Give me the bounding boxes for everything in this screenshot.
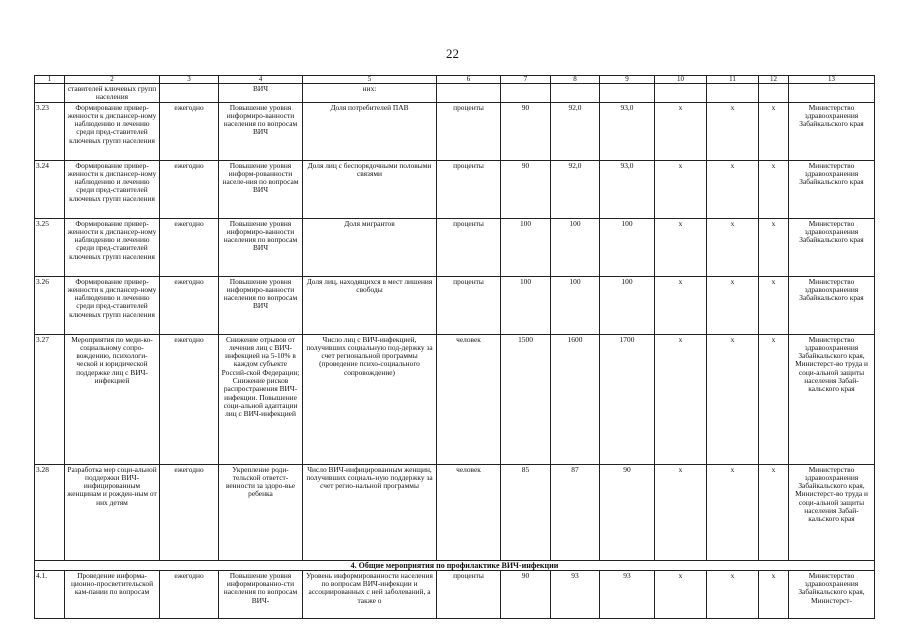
cell-col-4: Повышение уровня информированно-сти населения по вопросам ВИЧ- [219, 570, 303, 618]
cell-col-12: х [759, 102, 789, 160]
cell-col-7: 7 [501, 76, 551, 84]
cell-col-5: Доля лиц, находящихся в мест лишения свободы [303, 276, 437, 334]
cell-col-9: 9 [600, 76, 655, 84]
cell-col-13 [789, 84, 875, 103]
cell-col-1: 3.23 [35, 102, 65, 160]
cell-col-7: 90 [501, 102, 551, 160]
cell-col-13: Министерство здравоохранения Забайкальского края [789, 276, 875, 334]
cell-col-3: ежегодно [160, 218, 219, 276]
cell-col-9: 93,0 [600, 102, 655, 160]
cell-col-8: 1600 [551, 334, 600, 464]
cell-col-13: Министерство здравоохранения Забайкальского края, Министерст-во труда и соци-альной защиты населения Забай-кальского края [789, 334, 875, 464]
cell-col-1: 3.24 [35, 160, 65, 218]
cell-col-7: 100 [501, 276, 551, 334]
cell-col-13: Министерство здравоохранения Забайкальского края [789, 160, 875, 218]
cell-col-11: х [707, 570, 759, 618]
cell-col-1 [35, 84, 65, 103]
cell-col-6: проценты [437, 160, 501, 218]
cell-col-7: 90 [501, 570, 551, 618]
cell-col-11: х [707, 160, 759, 218]
cell-col-11: х [707, 464, 759, 560]
header-row [35, 76, 875, 84]
cell-col-2: 2 [65, 76, 160, 84]
cell-col-4: ВИЧ [219, 84, 303, 103]
cell-col-4: Повышение уровня информиро-ванности населения по вопросам ВИЧ [219, 102, 303, 160]
cell-col-6: проценты [437, 276, 501, 334]
cell-col-7 [501, 84, 551, 103]
cell-col-11: х [707, 334, 759, 464]
cell-col-8: 100 [551, 276, 600, 334]
cell-col-12: х [759, 570, 789, 618]
cell-col-6: проценты [437, 218, 501, 276]
cell-col-9: 93,0 [600, 160, 655, 218]
table-row [35, 464, 875, 560]
measures-table [34, 75, 875, 619]
cell-col-10: х [655, 276, 707, 334]
cell-col-10: х [655, 464, 707, 560]
cell-col-8: 92,0 [551, 102, 600, 160]
cell-col-2: Формирование привер-женности к диспансер-ному наблюдению и лечению среди пред-ставителей ключевых групп населения [65, 160, 160, 218]
cell-col-3: ежегодно [160, 102, 219, 160]
cell-col-1: 3.25 [35, 218, 65, 276]
table-row [35, 276, 875, 334]
cell-col-1: 3.27 [35, 334, 65, 464]
cell-col-13: Министерство здравоохранения Забайкальского края, Министерст- [789, 570, 875, 618]
cell-col-3: 3 [160, 76, 219, 84]
cell-col-8: 93 [551, 570, 600, 618]
cell-col-2: ставителей ключевых групп населения [65, 84, 160, 103]
cell-col-8: 8 [551, 76, 600, 84]
table-row [35, 218, 875, 276]
cell-col-11: х [707, 218, 759, 276]
cell-col-3: ежегодно [160, 276, 219, 334]
cell-col-4: Укрепление роди-тельской ответст-венности за здоро-вье ребенка [219, 464, 303, 560]
cell-col-4: Повышение уровня информиро-ванности населения по вопросам ВИЧ [219, 218, 303, 276]
cell-col-2: Разработка мер соци-альной поддержки ВИЧ-инфицированным женщинам и рожден-ным от них детям [65, 464, 160, 560]
cell-col-3: ежегодно [160, 160, 219, 218]
cell-col-5: Число лиц с ВИЧ-инфекцией, получивших социальную под-держку за счет региональной программы (проведение психо-социального сопровождение) [303, 334, 437, 464]
page-number: 22 [446, 46, 459, 61]
cell-col-6: человек [437, 464, 501, 560]
cell-col-7: 85 [501, 464, 551, 560]
cell-col-12: х [759, 276, 789, 334]
cell-col-11: 11 [707, 76, 759, 84]
cell-col-6: человек [437, 334, 501, 464]
cell-col-6: проценты [437, 570, 501, 618]
section-title: 4. Общие мероприятия по профилактике ВИЧ-инфекции [35, 560, 875, 570]
cell-col-12: х [759, 218, 789, 276]
cell-col-9: 90 [600, 464, 655, 560]
cell-col-2: Формирование привер-женности к диспансер-ному наблюдению и лечению среди пред-ставителей ключевых групп населения [65, 218, 160, 276]
cell-col-10: 10 [655, 76, 707, 84]
cell-col-5: Уровень информированности населения по вопросам ВИЧ-инфекции и ассоциированных с ней заболеваний, а также о [303, 570, 437, 618]
cell-col-1: 3.28 [35, 464, 65, 560]
cell-col-8: 92,0 [551, 160, 600, 218]
cell-col-1: 1 [35, 76, 65, 84]
continuation-row [35, 84, 875, 103]
cell-col-3: ежегодно [160, 570, 219, 618]
cell-col-9: 100 [600, 218, 655, 276]
cell-col-11 [707, 84, 759, 103]
cell-col-8: 100 [551, 218, 600, 276]
cell-col-10: х [655, 102, 707, 160]
cell-col-5: Число ВИЧ-инфицированным женщин, получивших социаль-ную поддержку за счет регио-нальной программы [303, 464, 437, 560]
cell-col-7: 1500 [501, 334, 551, 464]
cell-col-12: х [759, 464, 789, 560]
cell-col-2: Мероприятия по меди-ко-социальному сопро-вождению, психологи-ческой и юридической поддержке лиц с ВИЧ-инфекцией [65, 334, 160, 464]
cell-col-12 [759, 84, 789, 103]
cell-col-13: Министерство здравоохранения Забайкальского края [789, 218, 875, 276]
table-body [35, 76, 875, 619]
cell-col-10: х [655, 570, 707, 618]
cell-col-8 [551, 84, 600, 103]
cell-col-13: 13 [789, 76, 875, 84]
cell-col-10 [655, 84, 707, 103]
cell-col-11: х [707, 102, 759, 160]
cell-col-9 [600, 84, 655, 103]
cell-col-10: х [655, 334, 707, 464]
table-row [35, 102, 875, 160]
cell-col-5: Доля мигрантов [303, 218, 437, 276]
cell-col-2: Формирование привер-женности к диспансер-ному наблюдению и лечению среди пред-ставителей ключевых групп населения [65, 276, 160, 334]
cell-col-12: х [759, 334, 789, 464]
cell-col-1: 3.26 [35, 276, 65, 334]
cell-col-5: Доля потребителей ПАВ [303, 102, 437, 160]
cell-col-13: Министерство здравоохранения Забайкальского края [789, 102, 875, 160]
cell-col-4: 4 [219, 76, 303, 84]
cell-col-12: х [759, 160, 789, 218]
cell-col-2: Формирование привер-женности к диспансер-ному наблюдению и лечению среди пред-ставителей ключевых групп населения [65, 102, 160, 160]
cell-col-7: 100 [501, 218, 551, 276]
cell-col-7: 90 [501, 160, 551, 218]
cell-col-4: Повышение уровня информиро-ванности населения по вопросам ВИЧ [219, 276, 303, 334]
cell-col-13: Министерство здравоохранения Забайкальского края, Министерст-во труда и соци-альной защиты населения Забай-кальского края [789, 464, 875, 560]
cell-col-10: х [655, 218, 707, 276]
cell-col-10: х [655, 160, 707, 218]
cell-col-4: Повышение уровня информ-рованности населе-ния по вопросам ВИЧ [219, 160, 303, 218]
table-row [35, 570, 875, 618]
cell-col-3: ежегодно [160, 464, 219, 560]
cell-col-4: Снижение отрывов от лечения лиц с ВИЧ-инфекцией на 5-10% в каждом субъекте Россий-ской Федерации; Снижение рисков распространения ВИЧ-инфекции. Повышение соци-альной адаптации лиц с ВИЧ-инфекцией [219, 334, 303, 464]
table-row [35, 160, 875, 218]
cell-col-2: Проведение информа-ционно-просветительской кам-пании по вопросам [65, 570, 160, 618]
cell-col-9: 1700 [600, 334, 655, 464]
table-row [35, 334, 875, 464]
cell-col-11: х [707, 276, 759, 334]
cell-col-3 [160, 84, 219, 103]
cell-col-5: Доля лиц с беспорядочными половыми связями [303, 160, 437, 218]
cell-col-1: 4.1. [35, 570, 65, 618]
section-row [35, 560, 875, 570]
cell-col-8: 87 [551, 464, 600, 560]
cell-col-3: ежегодно [160, 334, 219, 464]
cell-col-9: 93 [600, 570, 655, 618]
cell-col-5: них: [303, 84, 437, 103]
cell-col-9: 100 [600, 276, 655, 334]
cell-col-5: 5 [303, 76, 437, 84]
cell-col-12: 12 [759, 76, 789, 84]
cell-col-6: 6 [437, 76, 501, 84]
cell-col-6 [437, 84, 501, 103]
cell-col-6: проценты [437, 102, 501, 160]
